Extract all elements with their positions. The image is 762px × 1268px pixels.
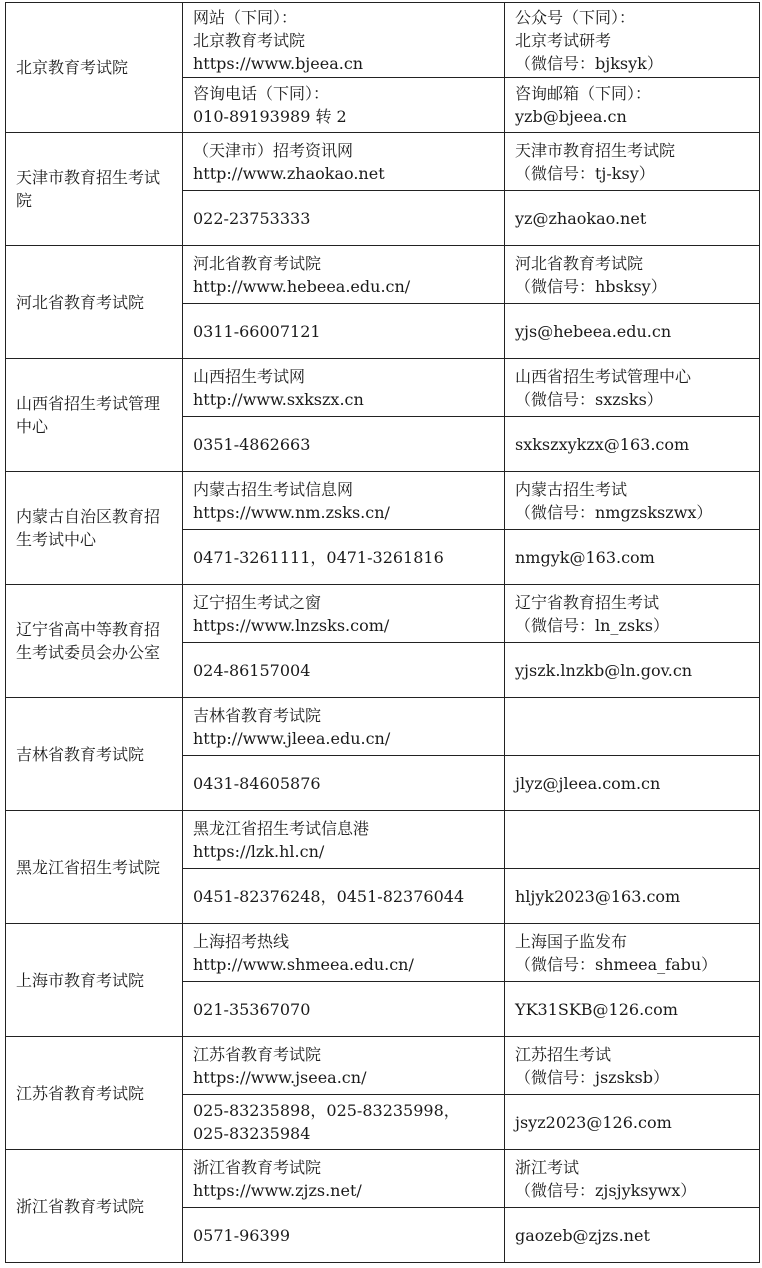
cell-line: yjs@hebeea.edu.cn xyxy=(515,321,672,341)
cell-line: （微信号：zjsjyksywx） xyxy=(515,1180,697,1200)
phone-cell xyxy=(183,530,505,585)
institution-name: 浙江省教育考试院 xyxy=(6,1150,183,1263)
cell-line: http://www.shmeea.edu.cn/ xyxy=(193,954,414,974)
cell-line: 上海国子监发布 xyxy=(515,931,628,951)
cell-line: 公众号（下同）： xyxy=(515,7,636,27)
table-row xyxy=(6,924,760,982)
cell-line: 北京考试研考 xyxy=(515,30,612,50)
email-cell xyxy=(505,982,760,1037)
cell-line: 010-89193989 转 2 xyxy=(193,107,347,126)
cell-line: 江苏招生考试 xyxy=(515,1044,612,1064)
cell-line: 江苏省教育考试院 xyxy=(193,1044,322,1064)
cell-line: https://www.bjeea.cn xyxy=(193,53,364,73)
cell-line: http://www.zhaokao.net xyxy=(193,163,385,183)
cell-line: （微信号：tj-ksy） xyxy=(515,163,655,183)
cell-line: yz@zhaokao.net xyxy=(515,208,647,228)
website-cell xyxy=(183,359,505,417)
cell-line: 022-23753333 xyxy=(193,208,311,228)
cell-line: 咨询电话（下同）： xyxy=(193,84,330,103)
website-cell xyxy=(183,585,505,643)
table-row xyxy=(6,1150,760,1208)
institution-name: 黑龙江省招生考试院 xyxy=(6,811,183,924)
email-cell xyxy=(505,1208,760,1263)
table-body xyxy=(6,3,760,1263)
cell-line: https://www.jseea.cn/ xyxy=(193,1067,367,1087)
institution-name: 北京教育考试院 xyxy=(6,3,183,133)
cell-line: 0351-4862663 xyxy=(193,434,311,454)
website-cell xyxy=(183,1150,505,1208)
cell-line: https://www.zjzs.net/ xyxy=(193,1180,362,1200)
email-cell xyxy=(505,191,760,246)
public-account-cell xyxy=(505,3,760,78)
cell-line: hljyk2023@163.com xyxy=(515,886,681,906)
cell-line: gaozeb@zjzs.net xyxy=(515,1225,650,1245)
institution-name: 上海市教育考试院 xyxy=(6,924,183,1037)
cell-line: 024-86157004 xyxy=(193,660,311,680)
email-cell xyxy=(505,756,760,811)
cell-line: 0431-84605876 xyxy=(193,773,321,793)
cell-line: http://www.hebeea.edu.cn/ xyxy=(193,276,411,296)
institution-name: 江苏省教育考试院 xyxy=(6,1037,183,1150)
public-account-cell xyxy=(505,472,760,530)
cell-line: 黑龙江省招生考试信息港 xyxy=(193,818,370,838)
cell-line: 河北省教育考试院 xyxy=(193,253,322,273)
cell-line: 0451-82376248，0451-82376044 xyxy=(193,886,465,906)
cell-line: 浙江考试 xyxy=(515,1157,580,1177)
cell-line: （微信号：shmeea_fabu） xyxy=(515,954,718,974)
cell-line: 山西省招生考试管理中心 xyxy=(515,366,692,386)
cell-line: http://www.jleea.edu.cn/ xyxy=(193,728,391,748)
website-cell xyxy=(183,924,505,982)
institution-name: 内蒙古自治区教育招生考试中心 xyxy=(6,472,183,585)
cell-line: YK31SKB@126.com xyxy=(515,999,678,1019)
cell-line: jsyz2023@126.com xyxy=(515,1112,672,1132)
cell-line: jlyz@jleea.com.cn xyxy=(515,773,661,793)
public-account-cell xyxy=(505,246,760,304)
cell-line: 咨询邮箱（下同）： xyxy=(515,84,652,103)
cell-line: 辽宁省教育招生考试 xyxy=(515,592,660,612)
phone-cell xyxy=(183,756,505,811)
phone-cell xyxy=(183,643,505,698)
public-account-cell xyxy=(505,585,760,643)
public-account-cell xyxy=(505,133,760,191)
website-cell xyxy=(183,246,505,304)
cell-line: 河北省教育考试院 xyxy=(515,253,644,273)
cell-line: （微信号：hbsksy） xyxy=(515,276,667,296)
cell-line: 025-83235984 xyxy=(193,1124,311,1143)
website-cell xyxy=(183,811,505,869)
table-row xyxy=(6,3,760,78)
website-cell xyxy=(183,472,505,530)
email-cell xyxy=(505,530,760,585)
institution-name: 吉林省教育考试院 xyxy=(6,698,183,811)
cell-line: nmgyk@163.com xyxy=(515,547,655,567)
phone-cell xyxy=(183,417,505,472)
cell-line: yzb@bjeea.cn xyxy=(515,107,627,126)
phone-cell xyxy=(183,1208,505,1263)
table-row xyxy=(6,698,760,756)
website-cell xyxy=(183,133,505,191)
institution-name: 河北省教育考试院 xyxy=(6,246,183,359)
public-account-cell xyxy=(505,924,760,982)
cell-line: https://lzk.hl.cn/ xyxy=(193,841,325,861)
cell-line: 山西招生考试网 xyxy=(193,366,306,386)
cell-line: 浙江省教育考试院 xyxy=(193,1157,322,1177)
table-row xyxy=(6,359,760,417)
cell-line: 吉林省教育考试院 xyxy=(193,705,322,725)
cell-line: （天津市）招考资讯网 xyxy=(193,140,354,160)
cell-line: 0571-96399 xyxy=(193,1225,291,1245)
cell-line: http://www.sxkszx.cn xyxy=(193,389,364,409)
email-cell xyxy=(505,1095,760,1150)
phone-cell xyxy=(183,1095,505,1150)
email-cell xyxy=(505,417,760,472)
website-cell xyxy=(183,698,505,756)
website-cell xyxy=(183,1037,505,1095)
email-cell xyxy=(505,869,760,924)
cell-line: 北京教育考试院 xyxy=(193,30,306,50)
cell-line: 网站（下同）： xyxy=(193,7,298,27)
institution-contact-table xyxy=(5,2,760,1263)
cell-line: （微信号：jszsksb） xyxy=(515,1067,669,1087)
table-row xyxy=(6,133,760,191)
website-cell xyxy=(183,3,505,78)
public-account-cell xyxy=(505,1150,760,1208)
cell-line: 025-83235898，025-83235998， xyxy=(193,1101,460,1120)
public-account-cell xyxy=(505,698,760,756)
cell-line: 0311-66007121 xyxy=(193,321,321,341)
institution-name: 天津市教育招生考试院 xyxy=(6,133,183,246)
public-account-cell xyxy=(505,359,760,417)
cell-line: 内蒙古招生考试信息网 xyxy=(193,479,354,499)
public-account-cell xyxy=(505,811,760,869)
table-row xyxy=(6,1037,760,1095)
table-row xyxy=(6,585,760,643)
email-cell xyxy=(505,643,760,698)
phone-cell xyxy=(183,78,505,133)
cell-line: 天津市教育招生考试院 xyxy=(515,140,676,160)
cell-line: （微信号：sxzsks） xyxy=(515,389,663,409)
phone-cell xyxy=(183,304,505,359)
institution-name: 山西省招生考试管理中心 xyxy=(6,359,183,472)
institution-name: 辽宁省高中等教育招生考试委员会办公室 xyxy=(6,585,183,698)
table-row xyxy=(6,472,760,530)
phone-cell xyxy=(183,191,505,246)
email-cell xyxy=(505,78,760,133)
cell-line: （微信号：ln_zsks） xyxy=(515,615,669,635)
cell-line: 内蒙古招生考试 xyxy=(515,479,628,499)
cell-line: 辽宁招生考试之窗 xyxy=(193,592,322,612)
cell-line: （微信号：nmgzskszwx） xyxy=(515,502,713,522)
cell-line: （微信号：bjksyk） xyxy=(515,53,663,73)
cell-line: sxkszxykzx@163.com xyxy=(515,434,690,454)
cell-line: yjszk.lnzkb@ln.gov.cn xyxy=(515,660,693,680)
cell-line: 021-35367070 xyxy=(193,999,311,1019)
email-cell xyxy=(505,304,760,359)
cell-line: https://www.lnzsks.com/ xyxy=(193,615,390,635)
cell-line: 0471-3261111，0471-3261816 xyxy=(193,547,444,567)
cell-line: https://www.nm.zsks.cn/ xyxy=(193,502,390,522)
table-row xyxy=(6,811,760,869)
table-row xyxy=(6,246,760,304)
phone-cell xyxy=(183,869,505,924)
cell-line: 上海招考热线 xyxy=(193,931,290,951)
phone-cell xyxy=(183,982,505,1037)
public-account-cell xyxy=(505,1037,760,1095)
